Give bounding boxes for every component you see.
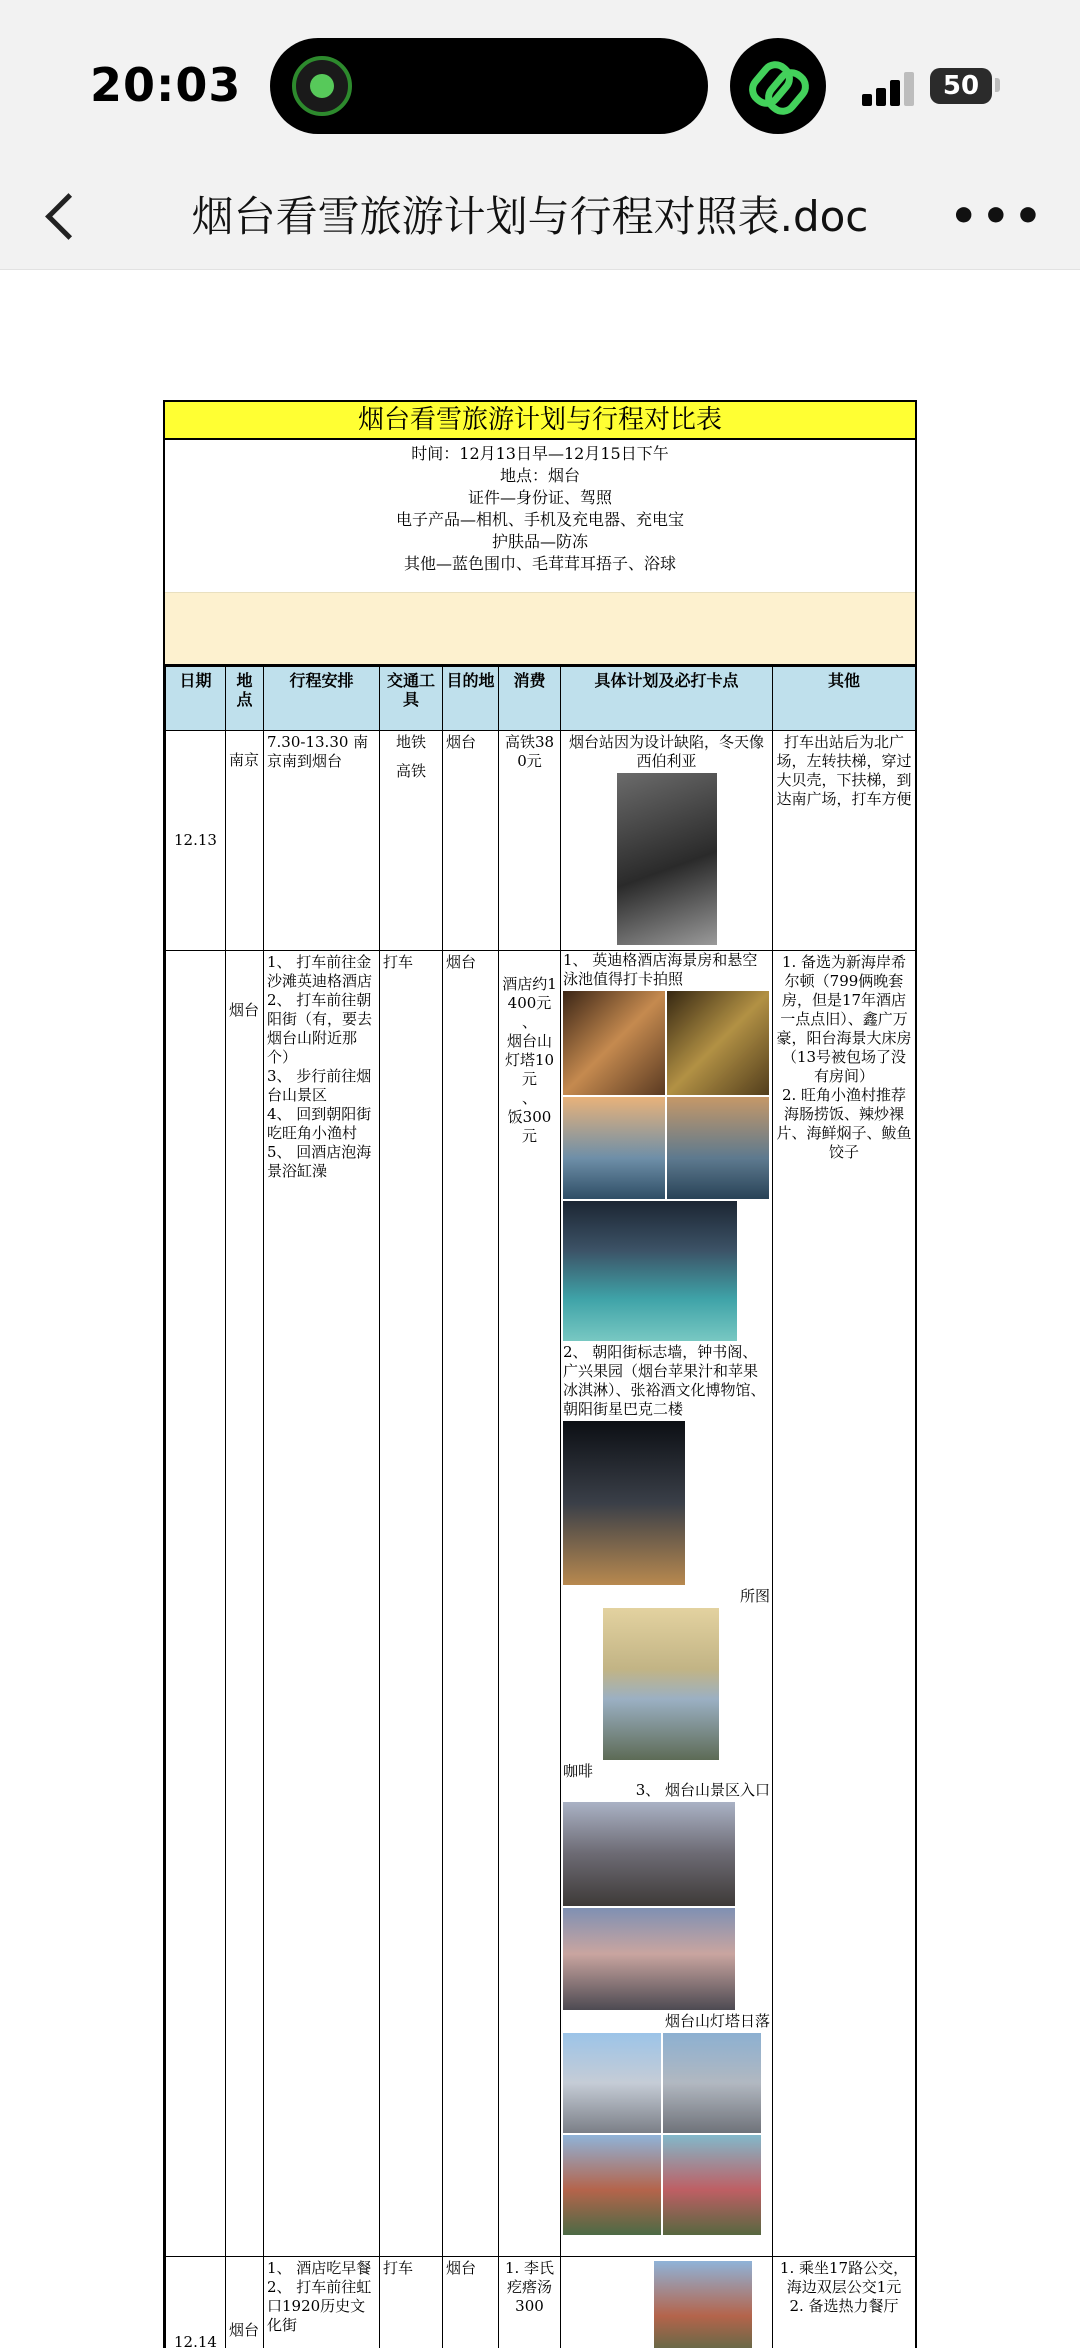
cost-item: 饭300元 (507, 1108, 552, 1145)
info-line: 时间：12月13日早—12月15日下午 (411, 444, 669, 463)
cell-schedule (264, 2257, 380, 2348)
schedule-item: 2、 打车前往虹口1920历史文化街 (267, 2278, 372, 2334)
photo-pool-image[interactable] (563, 1201, 737, 1341)
info-line: 电子产品—相机、手机及充电器、充电宝 (395, 510, 684, 529)
cell-date: 12.13 (166, 731, 226, 951)
back-icon[interactable] (40, 188, 80, 248)
other-item: 1. 乘坐17路公交，海边双层公交1元 (779, 2259, 909, 2296)
more-options-icon[interactable]: ••• (949, 191, 1046, 242)
cell-destination: 烟台 (443, 731, 499, 951)
signal-icon (862, 70, 922, 106)
transport-item: 高铁 (395, 762, 426, 780)
cell-destination: 烟台 (443, 2257, 499, 2348)
plan-text: 1、 英迪格酒店海景房和悬空泳池值得打卡拍照 (563, 951, 758, 988)
col-cost: 消费 (499, 667, 561, 731)
photo-scenic-street-image[interactable] (563, 1908, 735, 2010)
document-viewer[interactable] (0, 270, 1080, 2348)
info-line: 地点：烟台 (499, 466, 580, 485)
cell-other (773, 951, 916, 2257)
caption: 所图 (739, 1587, 770, 1605)
blank-band (165, 592, 915, 666)
cell-cost: 高铁380元 (499, 731, 561, 951)
col-place: 地点 (226, 667, 264, 731)
caption: 咖啡 (563, 1762, 594, 1780)
battery-icon: 50 (930, 68, 992, 104)
info-line: 证件—身份证、驾照 (467, 488, 612, 507)
cell-other (773, 2257, 916, 2348)
cell-plan (561, 731, 773, 951)
cell-place: 烟台 (226, 2257, 264, 2348)
cell-transport: 打车 (380, 951, 443, 2257)
cell-plan (561, 2257, 773, 2348)
schedule-item: 1、 打车前往金沙滩英迪格酒店 (267, 953, 373, 990)
cost-item: 1. 李氏疙瘩汤 (504, 2259, 555, 2296)
plan-text: 3、 烟台山景区入口 (635, 1781, 770, 1799)
schedule-item: 4、 回到朝阳街吃旺角小渔村 (267, 1105, 372, 1142)
link-icon[interactable] (730, 38, 826, 134)
photo-lighthouse-image[interactable] (563, 2033, 661, 2133)
photo-historic-street-image[interactable] (654, 2261, 752, 2348)
photo-cafe-umbrella-image[interactable] (603, 1608, 719, 1760)
col-other: 其他 (773, 667, 916, 731)
table-row (166, 731, 916, 951)
photo-hotel-image[interactable] (563, 991, 665, 1095)
title-bar (0, 170, 1080, 270)
cell-schedule: 7.30-13.30 南京南到烟台 (264, 731, 380, 951)
document-title: 烟台看雪旅游计划与行程对照表.doc (191, 192, 869, 241)
cell-destination: 烟台 (443, 951, 499, 2257)
other-item: 1. 备选为新海岸希尔顿（799俩晚套房，但是17年酒店一点点旧）、鑫广万豪，阳台海景大床房（13号被包场了没有房间） (776, 953, 912, 1085)
cost-item: 、 (521, 1013, 537, 1031)
photo-hotel-room-image[interactable] (667, 991, 769, 1095)
cell-schedule (264, 951, 380, 2257)
col-plan: 具体计划及必打卡点 (561, 667, 773, 731)
cost-item: 、 (521, 1089, 537, 1107)
cell-cost (499, 2257, 561, 2348)
col-schedule: 行程安排 (264, 667, 380, 731)
itinerary-table (165, 666, 916, 2348)
cost-item: 300 (515, 2297, 544, 2315)
plan-text: 2、 朝阳街标志墙，钟书阁、广兴果园（烟台苹果汁和苹果冰淇淋）、张裕酒文化博物馆、朝阳街星巴克二楼 (563, 1343, 766, 1418)
cell-date (166, 951, 226, 2257)
photo-station-image[interactable] (617, 773, 717, 945)
col-transport: 交通工具 (380, 667, 443, 731)
schedule-item: 3、 步行前往烟台山景区 (267, 1067, 372, 1104)
other-item: 2. 备选热力餐厅 (789, 2297, 899, 2315)
schedule-item: 5、 回酒店泡海景浴缸澡 (267, 1143, 372, 1180)
table-row (166, 2257, 916, 2348)
cost-item: 酒店约1400元 (502, 975, 557, 1012)
photo-sea-view-image[interactable] (563, 1097, 665, 1199)
status-time: 20:03 (90, 58, 242, 112)
info-line: 护肤品—防冻 (491, 532, 588, 551)
photo-old-town-image[interactable] (563, 2135, 661, 2235)
photo-cafe-window-image[interactable] (563, 1421, 685, 1585)
table-header-row (166, 667, 916, 731)
sheet-title: 烟台看雪旅游计划与行程对比表 (165, 402, 915, 440)
photo-coast-image[interactable] (663, 2135, 761, 2235)
battery-tip (995, 78, 1000, 92)
cell-transport (380, 731, 443, 951)
caption: 烟台山灯塔日落 (664, 2012, 770, 2030)
cell-plan (561, 951, 773, 2257)
other-item: 2. 旺角小渔村推荐海肠捞饭、辣炒裸片、海鲜焖子、鲅鱼饺子 (776, 1086, 912, 1161)
plan-text: 烟台站因为设计缺陷，冬天像西伯利亚 (568, 733, 764, 770)
photo-sea-view-image[interactable] (667, 1097, 769, 1199)
cell-date: 12.14 (166, 2257, 226, 2348)
info-line: 其他—蓝色围巾、毛茸茸耳捂子、浴球 (403, 554, 676, 573)
schedule-item: 2、 打车前往朝阳街（有，要去烟台山附近那个） (267, 991, 373, 1066)
transport-item: 地铁 (395, 733, 426, 751)
photo-scenic-entrance-image[interactable] (563, 1802, 735, 1906)
schedule-item: 1、 酒店吃早餐 (267, 2259, 372, 2277)
cell-other: 打车出站后为北广场，左转扶梯，穿过大贝壳，下扶梯，到达南广场，打车方便 (773, 731, 916, 951)
call-indicator-icon (292, 56, 352, 116)
trip-info (165, 440, 915, 592)
table-row (166, 951, 916, 2257)
cell-place: 南京 (226, 731, 264, 951)
col-destination: 目的地 (443, 667, 499, 731)
dynamic-island[interactable] (270, 38, 708, 134)
cost-item: 烟台山灯塔10元 (504, 1032, 555, 1088)
cell-transport: 打车 (380, 2257, 443, 2348)
cell-place: 烟台 (226, 951, 264, 2257)
itinerary-sheet (163, 400, 917, 2348)
status-bar (0, 0, 1080, 170)
photo-skyline-image[interactable] (663, 2033, 761, 2133)
cell-cost (499, 951, 561, 2257)
col-date: 日期 (166, 667, 226, 731)
